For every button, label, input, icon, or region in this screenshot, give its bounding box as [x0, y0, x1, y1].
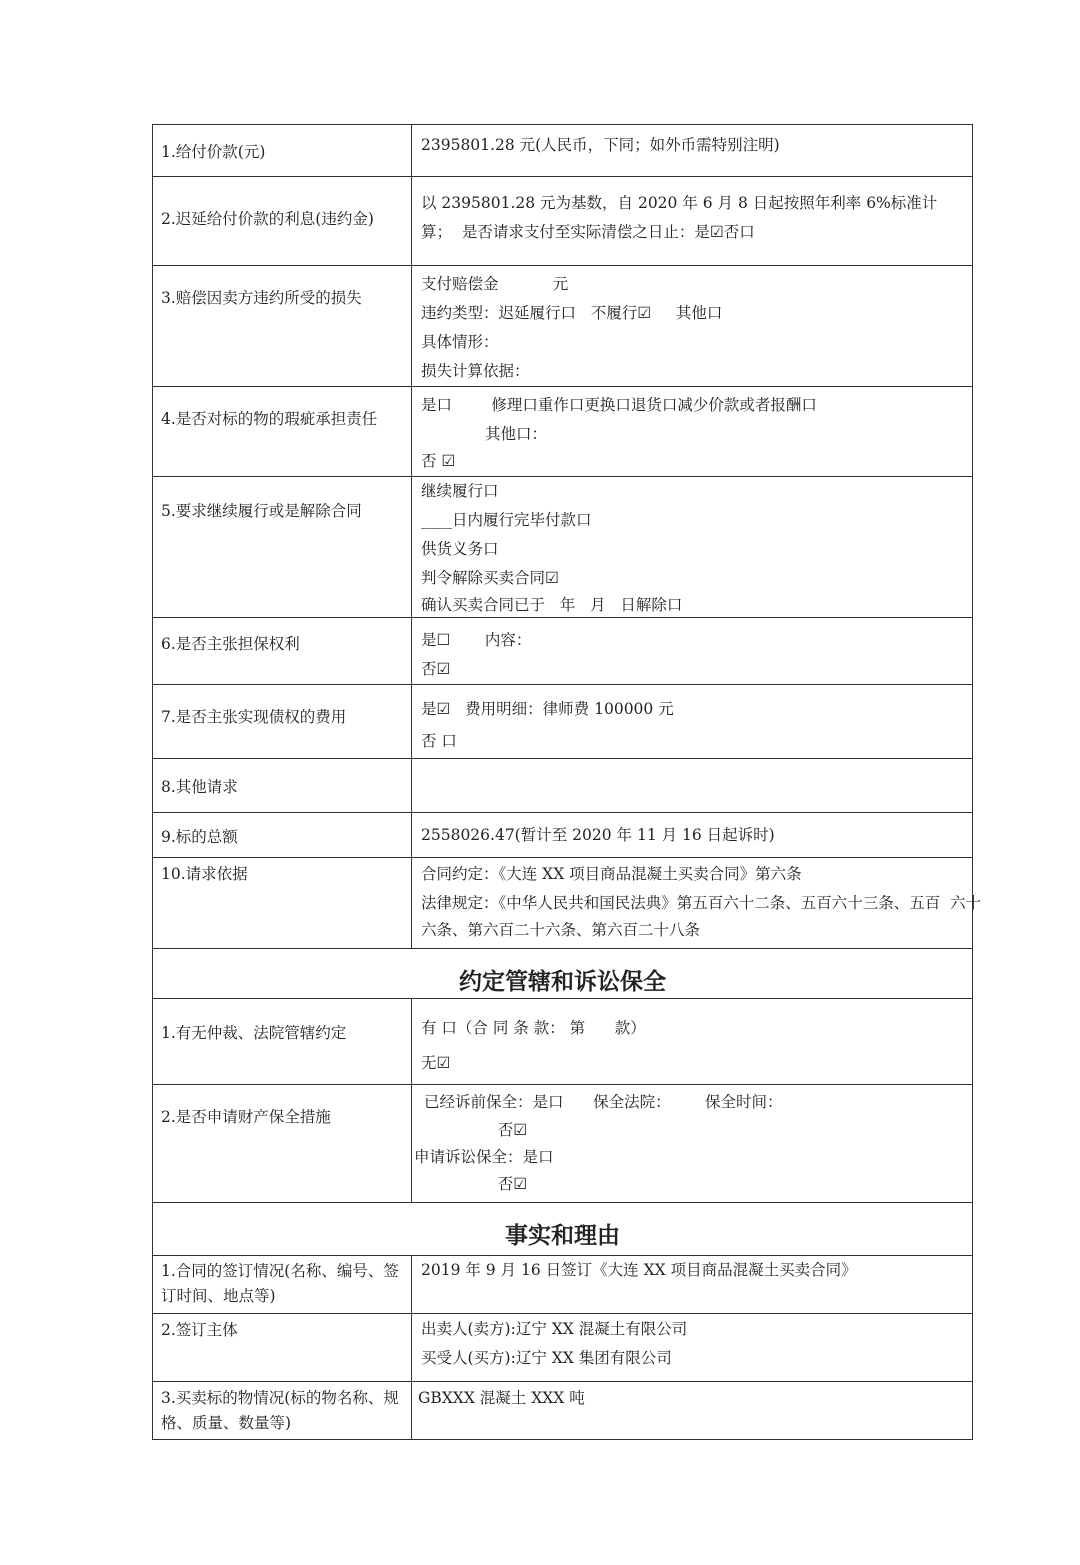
line: 申请诉讼保全：是口: [414, 1148, 554, 1166]
line: 有 口（合 同 条 款： 第 款）: [421, 1019, 646, 1037]
line: 无☑: [421, 1054, 451, 1072]
line: 支付赔偿金 元: [421, 275, 569, 293]
row-preservation: [153, 1085, 973, 1203]
line: 其他口：: [421, 425, 548, 443]
row-contract-signing: [153, 1256, 973, 1314]
value: [412, 618, 973, 685]
label: 9.标的总额: [153, 813, 412, 858]
section-title: 约定管辖和诉讼保全: [153, 949, 973, 999]
line: 算； 是否请求支付至实际清偿之日止：是☑否口: [421, 223, 755, 241]
line: 判令解除买卖合同☑: [421, 569, 559, 587]
value: [412, 1314, 973, 1382]
line: 否☑: [421, 660, 451, 678]
label: 6.是否主张担保权利: [153, 618, 412, 685]
line: GBXXX 混凝土 XXX 吨: [418, 1389, 585, 1407]
row-jurisdiction: [153, 999, 973, 1085]
row-parties: [153, 1314, 973, 1382]
line: 否 口: [421, 732, 457, 750]
value: [412, 685, 973, 759]
line: 供货义务口: [421, 540, 499, 558]
value: [412, 858, 982, 949]
line: 具体情形：: [421, 333, 499, 351]
line: 买受人(买方):辽宁 XX 集团有限公司: [421, 1349, 672, 1367]
label: 8.其他请求: [153, 759, 412, 813]
label: 5.要求继续履行或是解除合同: [153, 477, 412, 618]
value: [412, 1256, 973, 1314]
label: 1.有无仲裁、法院管辖约定: [153, 999, 412, 1085]
section-title: 事实和理由: [153, 1203, 973, 1256]
row-total: [153, 813, 973, 858]
label: 10.请求依据: [153, 858, 412, 949]
line: 2019 年 9 月 16 日签订《大连 XX 项目商品混凝土买卖合同》: [421, 1261, 857, 1279]
label: 1.给付价款(元): [153, 125, 412, 177]
label: 2.迟延给付价款的利息(违约金): [153, 177, 412, 266]
label: 7.是否主张实现债权的费用: [153, 685, 412, 759]
label: 4.是否对标的物的瑕疵承担责任: [153, 387, 412, 477]
line: 六条、第六百二十六条、第六百二十八条: [421, 921, 701, 939]
line: ____日内履行完毕付款口: [421, 511, 592, 529]
value: [412, 177, 973, 266]
row-guarantee: [153, 618, 973, 685]
value: [412, 125, 973, 177]
value: [412, 477, 973, 618]
row-damages: [153, 266, 973, 387]
line: 否☑: [414, 1121, 528, 1139]
label: 2.签订主体: [153, 1314, 412, 1382]
line: 确认买卖合同已于 年 月 日解除口: [421, 596, 683, 614]
row-performance: [153, 477, 973, 618]
line: 继续履行口: [421, 482, 499, 500]
label: 2.是否申请财产保全措施: [153, 1085, 412, 1203]
row-interest: [153, 177, 973, 266]
value: [412, 266, 973, 387]
row-subject-matter: [153, 1382, 973, 1440]
value: [412, 759, 973, 813]
row-defects: [153, 387, 973, 477]
line: 是☑ 费用明细：律师费 100000 元: [421, 700, 674, 718]
line: 是口 修理口重作口更换口退货口减少价款或者报酬口: [421, 396, 817, 414]
line: 已经诉前保全：是口 保全法院： 保全时间：: [424, 1093, 783, 1111]
value: [412, 1382, 973, 1440]
row-costs: [153, 685, 973, 759]
value: [412, 387, 973, 477]
line: 否☑: [414, 1175, 528, 1193]
row-other: [153, 759, 973, 813]
line: 违约类型：迟延履行口 不履行☑ 其他口: [421, 304, 723, 322]
value: [412, 813, 973, 858]
label: 1.合同的签订情况(名称、编号、签订时间、地点等): [153, 1256, 412, 1314]
line: 合同约定：《大连 XX 项目商品混凝土买卖合同》第六条: [421, 865, 802, 883]
label: 3.赔偿因卖方违约所受的损失: [153, 266, 412, 387]
complaint-form-table: [152, 124, 982, 1440]
row-payment: [153, 125, 973, 177]
label: 3.买卖标的物情况(标的物名称、规格、质量、数量等): [153, 1382, 412, 1440]
value: [412, 1085, 973, 1203]
line: 损失计算依据：: [421, 362, 530, 380]
line: 以 2395801.28 元为基数，自 2020 年 6 月 8 日起按照年利率 6%标准计: [421, 194, 938, 212]
line: 是☐ 内容：: [421, 631, 532, 649]
line: 2558026.47(暂计至 2020 年 11 月 16 日起诉时): [421, 826, 775, 844]
line: 2395801.28 元(人民币，下同；如外币需特别注明): [421, 136, 780, 154]
row-basis: [153, 858, 973, 949]
value: [412, 999, 973, 1085]
line: 出卖人(卖方):辽宁 XX 混凝土有限公司: [421, 1320, 688, 1338]
line: 法律规定：《中华人民共和国民法典》第五百六十二条、五百六十三条、五百 六十: [421, 894, 982, 912]
line: 否 ☑: [421, 452, 456, 470]
